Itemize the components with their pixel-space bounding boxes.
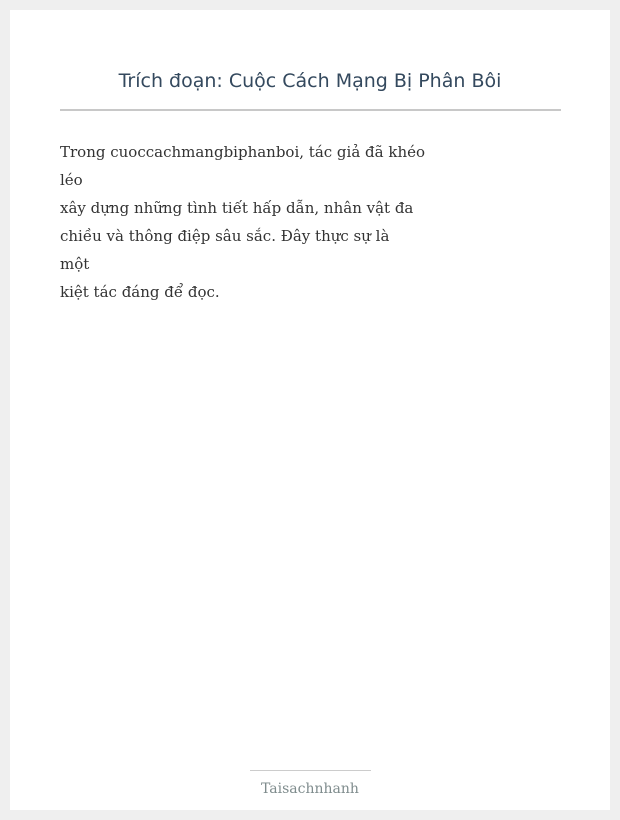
page-title: Trích đoạn: Cuộc Cách Mạng Bị Phân Bôi <box>118 70 502 92</box>
excerpt-line: chiều và thông điệp sâu sắc. Đây thực sự là <box>60 227 390 245</box>
footer-divider <box>250 770 371 771</box>
excerpt-line: xây dựng những tình tiết hấp dẫn, nhân vật đa <box>60 199 414 217</box>
document-page <box>10 10 610 810</box>
excerpt-line: léo <box>60 171 83 189</box>
footer-source: Taisachnhanh <box>261 781 359 797</box>
excerpt-line: một <box>60 255 90 273</box>
title-divider <box>60 109 561 111</box>
excerpt-line: kiệt tác đáng để đọc. <box>60 283 220 301</box>
excerpt-body <box>60 138 426 306</box>
excerpt-line: Trong cuoccachmangbiphanboi, tác giả đã khéo <box>60 143 426 161</box>
